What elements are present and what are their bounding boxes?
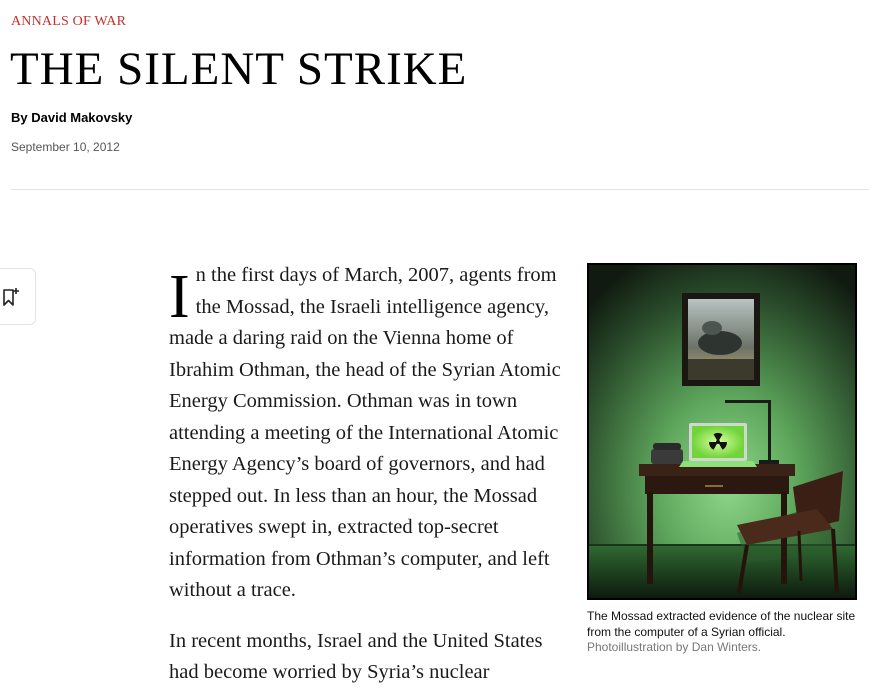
article-paragraph bbox=[169, 260, 561, 607]
caption-text: The Mossad extracted evidence of the nuclear site from the computer of a Syrian official. bbox=[587, 609, 856, 639]
article-figure bbox=[587, 263, 857, 656]
byline[interactable]: By David Makovsky bbox=[11, 110, 133, 125]
article-headline: THE SILENT STRIKE bbox=[10, 43, 468, 95]
figure-caption bbox=[587, 609, 857, 656]
publish-date: September 10, 2012 bbox=[11, 140, 120, 154]
photo-credit: Photoillustration by Dan Winters. bbox=[587, 640, 762, 654]
article-paragraph: In recent months, Israel and the United States had become worried by Syria’s nuclear bbox=[169, 629, 543, 683]
article-body bbox=[169, 260, 561, 697]
bookmark-add-icon bbox=[1, 287, 21, 307]
header-divider bbox=[11, 189, 869, 190]
save-article-button[interactable] bbox=[0, 268, 36, 325]
section-rubric[interactable]: ANNALS OF WAR bbox=[11, 14, 127, 29]
paragraph-text: n the first days of March, 2007, agents from the Mossad, the Israeli intelligence agency, made a daring raid on the Vienna home of Ibrahim Othman, the head of the Syrian Atomic Energy Commission. Othman was in town attending a meeting of the International Atomic Energy Agency’s board of governors, and had stepped out. In less than an hour, the Mossad operatives swept in, extracted top-secret information from Othman’s computer, and left without a trace. bbox=[169, 264, 561, 601]
photo-illustration bbox=[587, 263, 857, 600]
drop-cap: I bbox=[169, 263, 190, 331]
